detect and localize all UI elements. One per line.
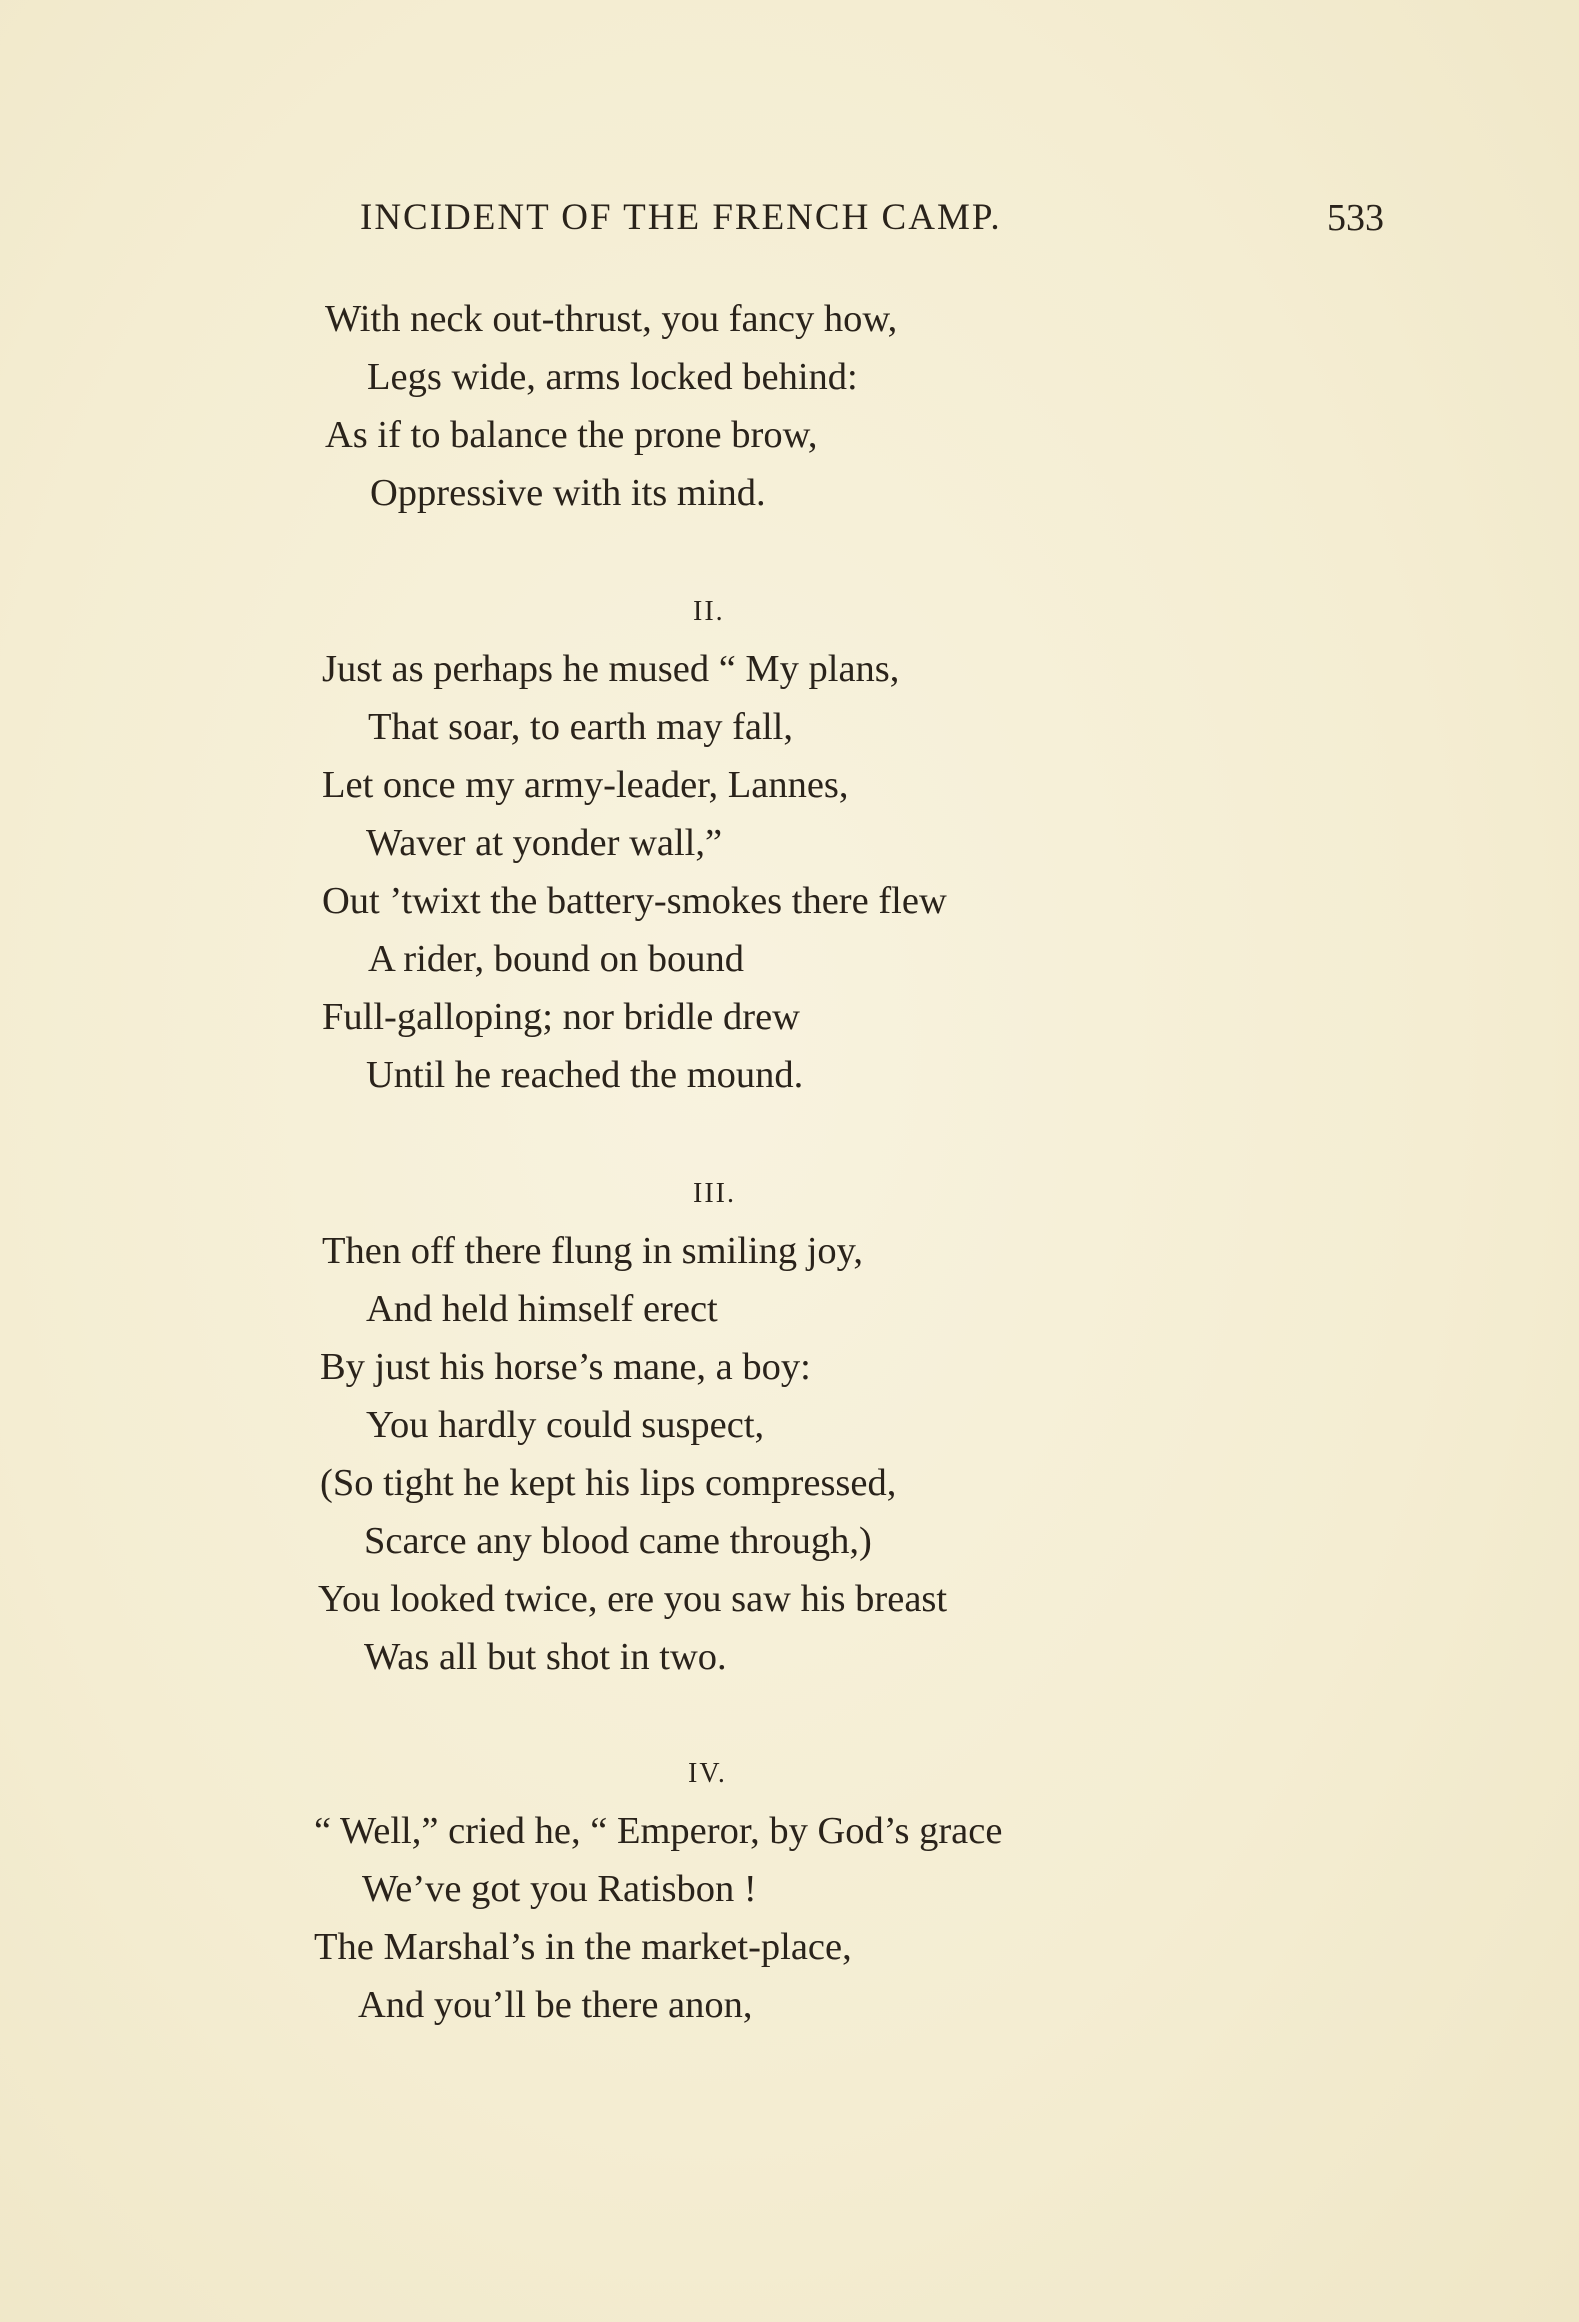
poem-line: The Marshal’s in the market-place, bbox=[314, 1926, 852, 1968]
poem-line: And held himself erect bbox=[366, 1288, 718, 1330]
page-number: 533 bbox=[1327, 197, 1384, 239]
poem-line: Was all but shot in two. bbox=[364, 1636, 727, 1678]
poem-line: “ Well,” cried he, “ Emperor, by God’s grace bbox=[314, 1810, 1003, 1852]
poem-line: Legs wide, arms locked behind: bbox=[367, 356, 858, 398]
poem-line: Out ’twixt the battery-smokes there flew bbox=[322, 880, 947, 922]
poem-line: Oppressive with its mind. bbox=[370, 472, 766, 514]
running-header bbox=[360, 196, 1384, 246]
stanza-numeral: III. bbox=[693, 1178, 736, 1209]
poem-line: Full-galloping; nor bridle drew bbox=[322, 996, 800, 1038]
running-title: INCIDENT OF THE FRENCH CAMP. bbox=[360, 197, 1002, 238]
poem-line: That soar, to earth may fall, bbox=[368, 706, 794, 748]
poem-line: As if to balance the prone brow, bbox=[325, 414, 818, 456]
poem-line: And you’ll be there anon, bbox=[358, 1984, 753, 2026]
poem-line: By just his horse’s mane, a boy: bbox=[320, 1346, 811, 1388]
poem-line: You hardly could suspect, bbox=[366, 1404, 765, 1446]
poem-line: (So tight he kept his lips compressed, bbox=[320, 1462, 897, 1504]
poem-line: Waver at yonder wall,” bbox=[366, 822, 723, 864]
poem-line: You looked twice, ere you saw his breast bbox=[318, 1578, 948, 1620]
stanza-numeral: IV. bbox=[688, 1758, 727, 1789]
poem-line: We’ve got you Ratisbon ! bbox=[362, 1868, 757, 1910]
stanza-numeral: II. bbox=[693, 596, 725, 627]
poem-line: Let once my army-leader, Lannes, bbox=[322, 764, 849, 806]
poem-line: With neck out-thrust, you fancy how, bbox=[325, 298, 898, 340]
poem-line: A rider, bound on bound bbox=[368, 938, 744, 980]
poem-line: Until he reached the mound. bbox=[366, 1054, 804, 1096]
poem-line: Just as perhaps he mused “ My plans, bbox=[322, 648, 900, 690]
poem-line: Scarce any blood came through,) bbox=[364, 1520, 872, 1562]
poem-line: Then off there flung in smiling joy, bbox=[322, 1230, 864, 1272]
